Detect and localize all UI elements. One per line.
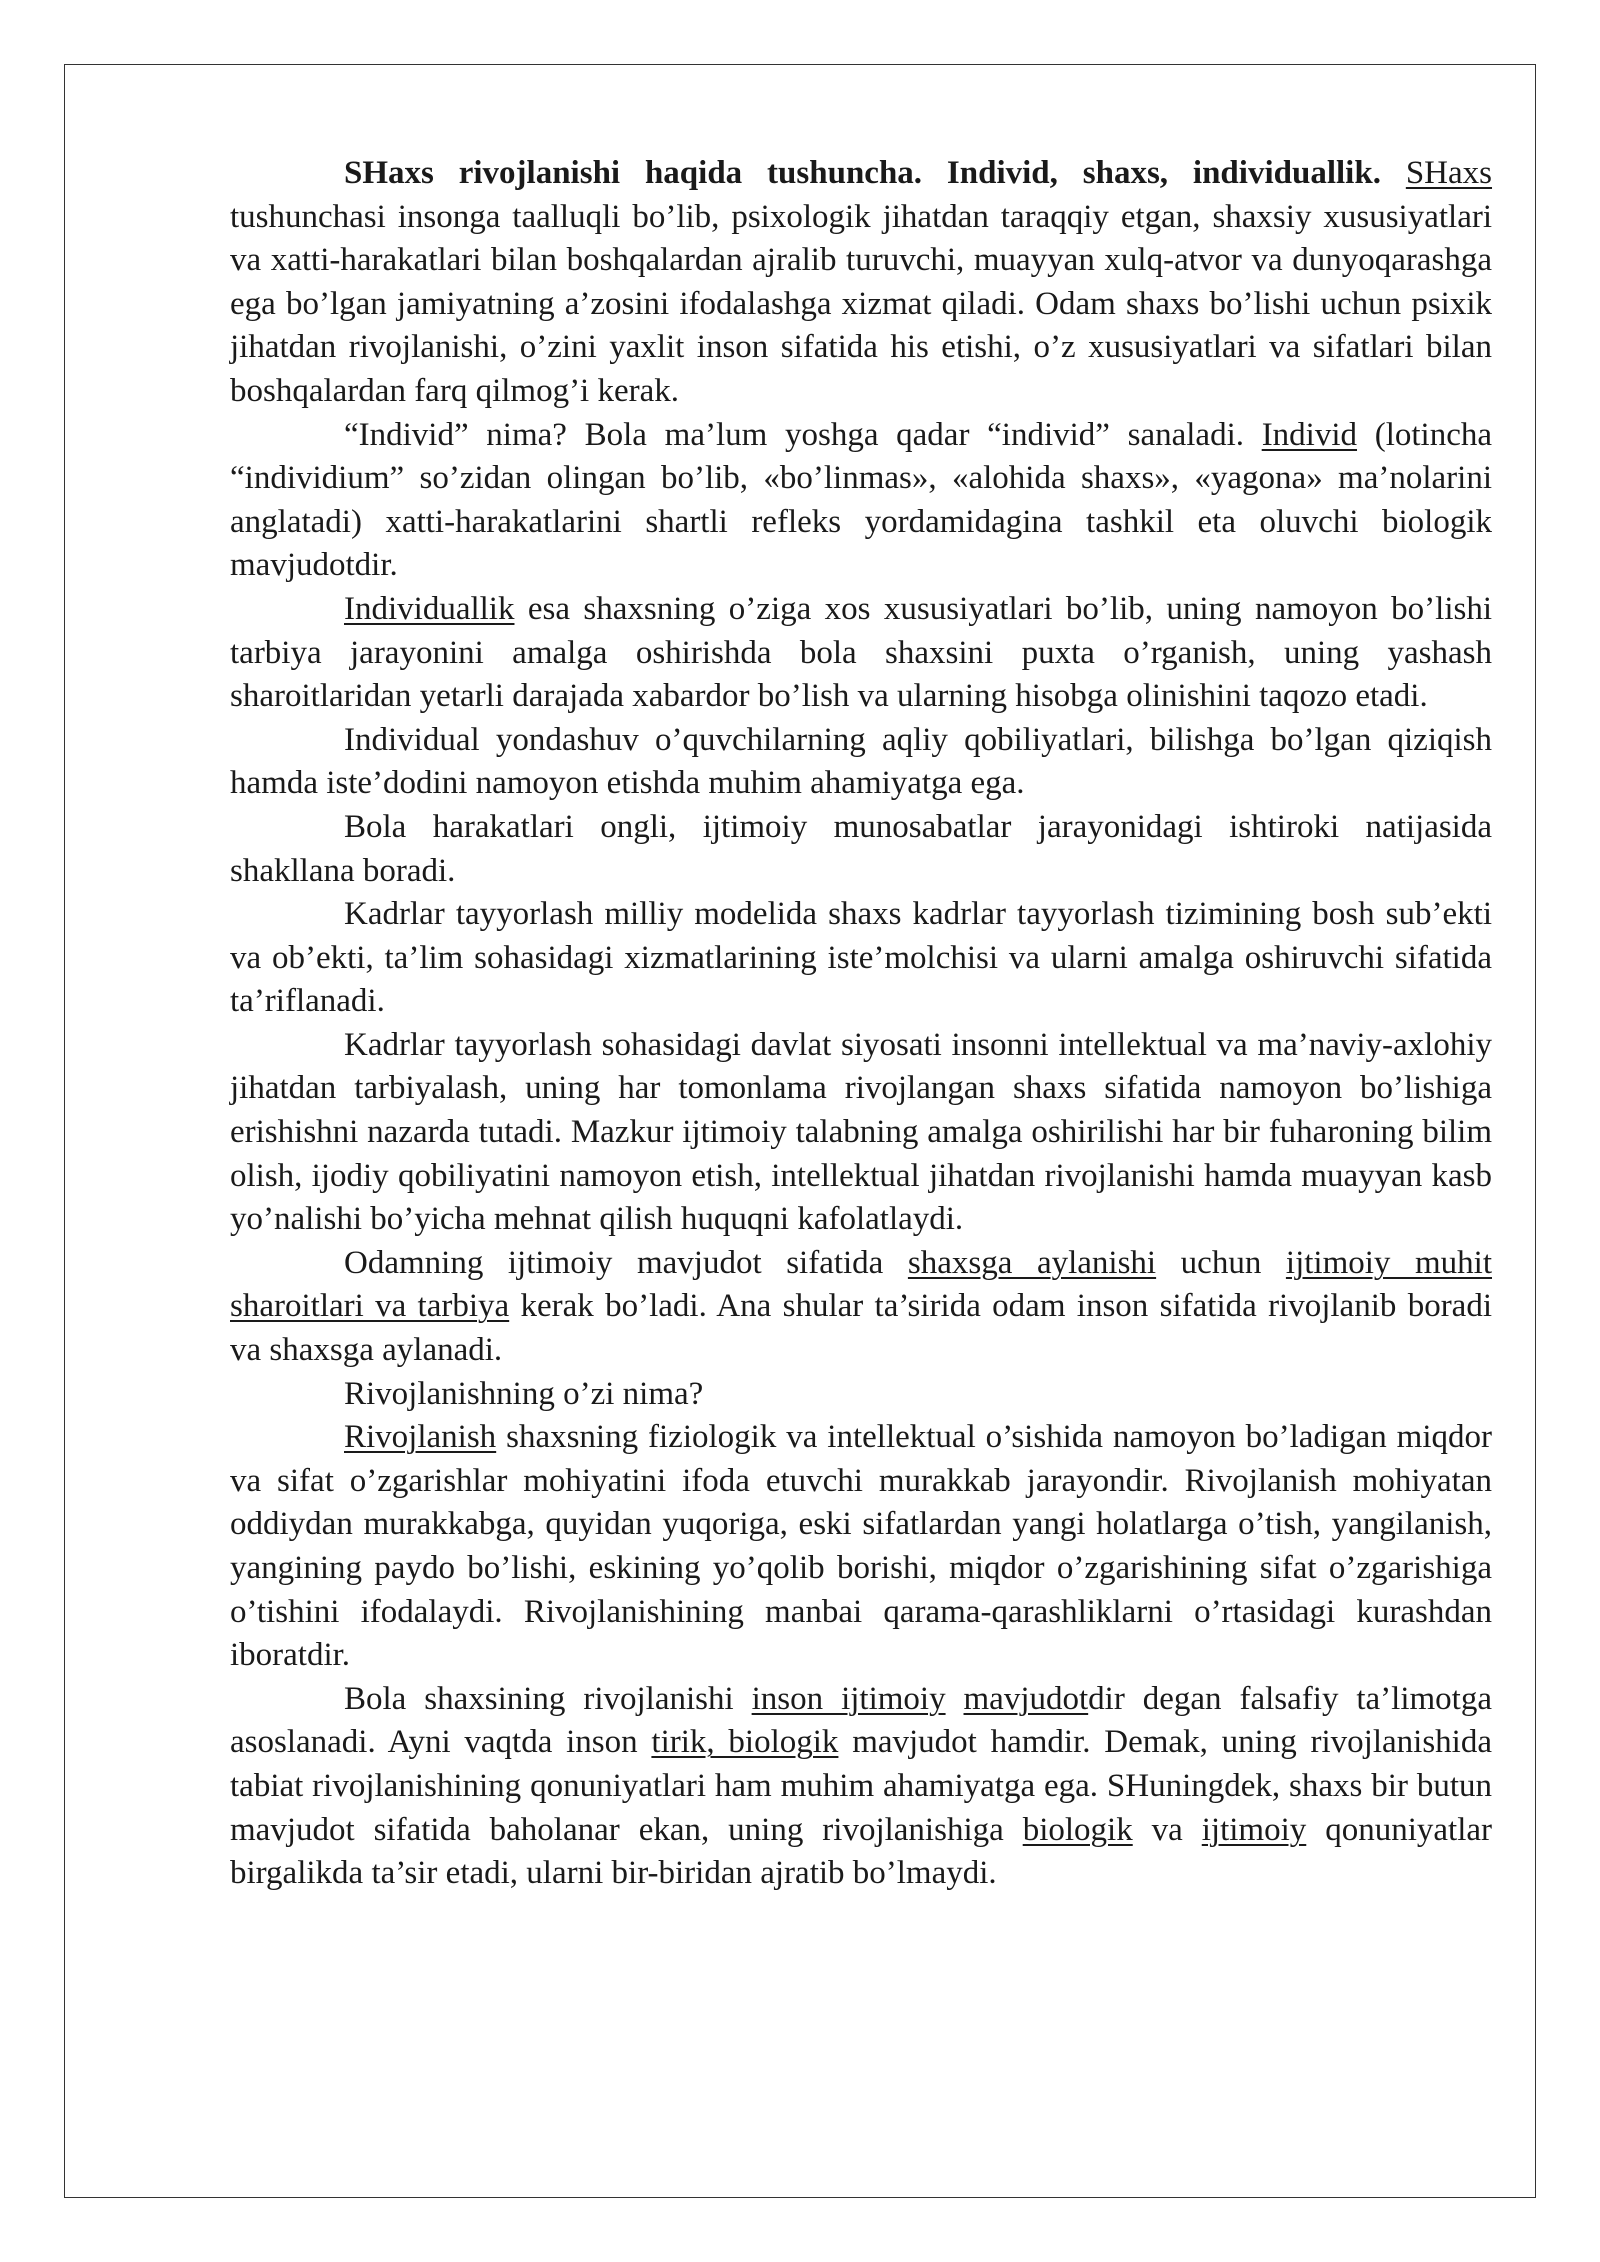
body-text xyxy=(1381,155,1406,191)
body-text: Bola shaxsining rivojlanishi xyxy=(344,1680,752,1717)
paragraph xyxy=(230,588,1492,719)
underlined-term: ijtimoiy xyxy=(1201,1811,1307,1848)
paragraph xyxy=(230,1416,1492,1678)
underlined-term: Individuallik xyxy=(344,590,515,627)
paragraph xyxy=(230,1678,1492,1896)
body-text xyxy=(946,1681,964,1717)
body-text: uchun xyxy=(1156,1244,1286,1281)
paragraph xyxy=(230,1242,1492,1373)
underlined-term: Rivojlanish xyxy=(344,1419,497,1456)
body-text: “Individ” nima? Bola ma’lum yoshga qadar “individ” sanaladi. xyxy=(344,416,1262,453)
paragraph xyxy=(230,806,1492,893)
body-text: dir degan falsafiy ta’limotga asoslanadi. Ayni vaqtda inson xyxy=(230,1680,1492,1761)
body-text: Rivojlanishning o’zi nima? xyxy=(344,1375,704,1412)
paragraph xyxy=(230,1373,1492,1417)
paragraph xyxy=(230,152,1492,414)
underlined-term: inson ijtimoiy xyxy=(751,1680,946,1717)
paragraph xyxy=(230,414,1492,588)
body-text: Individual yondashuv o’quvchilarning aqliy qobiliyatlari, bilishga bo’lgan qiziqish hamda iste’dodini namoyon etishda muhim ahamiyatga ega. xyxy=(230,721,1492,802)
underlined-term: shaxsga aylanishi xyxy=(907,1244,1157,1281)
paragraph xyxy=(230,719,1492,806)
underlined-term: mavjudot xyxy=(963,1680,1089,1717)
document-body xyxy=(230,152,1492,1896)
heading-text: SHaxs rivojlanishi haqida tushuncha. Individ, shaxs, individuallik. xyxy=(344,155,1381,191)
paragraph xyxy=(230,893,1492,1024)
body-text: shaxsning fiziologik va intellektual o’sishida namoyon bo’ladigan miqdor va sifat o’zgarishlar mohiyatini ifoda etuvchi murakkab jarayondir. Rivojlanish mohiyatan oddiydan murakkabga, quyidan yuqoriga, eski sifatlardan yangi holatlarga o’tish, yangilanish, yangining paydo bo’lishi, eskining yo’qolib borishi, miqdor o’zgarishining sifat o’zgarishiga o’tishini ifodalaydi. Rivojlanishining manbai qarama-qarashliklarni o’rtasidagi kurashdan iboratdir. xyxy=(230,1419,1492,1674)
paragraph xyxy=(230,1024,1492,1242)
underlined-term: biologik xyxy=(1022,1811,1133,1848)
body-text: qonuniyatlar birgalikda ta’sir etadi, ularni bir-biridan ajratib bo’lmaydi. xyxy=(230,1811,1492,1892)
body-text: (lotincha “individium” so’zidan olingan bo’lib, «bo’linmas», «alohida shaxs», «yagona» ma’nolarini anglatadi) xatti-harakatlarini shartli refleks yordamidagina tashkil eta oluvchi biologik mavjudotdir. xyxy=(230,416,1492,584)
underlined-term: Individ xyxy=(1261,416,1358,453)
underlined-term: tirik, biologik xyxy=(651,1724,839,1761)
underlined-term: SHaxs xyxy=(1405,155,1493,191)
body-text: esa shaxsning o’ziga xos xususiyatlari bo’lib, uning namoyon bo’lishi tarbiya jarayonini amalga oshirishda bola shaxsini puxta o’rganish, uning yashash sharoitlaridan yetarli darajada xabardor bo’lish va ularning hisobga olinishini taqozo etadi. xyxy=(230,590,1492,715)
body-text: mavjudot hamdir. Demak, uning rivojlanishida tabiat rivojlanishining qonuniyatlari ham muhim ahamiyatga ega. SHuningdek, shaxs bir butun mavjudot sifatida baholanar ekan, uning rivojlanishiga xyxy=(230,1724,1492,1848)
body-text: Odamning ijtimoiy mavjudot sifatida xyxy=(344,1244,908,1281)
body-text: va xyxy=(1132,1811,1202,1848)
body-text: tushunchasi insonga taalluqli bo’lib, psixologik jihatdan taraqqiy etgan, shaxsiy xususiyatlari va xatti-harakatlari bilan boshqalardan ajralib turuvchi, muayyan xulq-atvor va dunyoqarashga ega bo’lgan jamiyatning a’zosini ifodalashga xizmat qiladi. Odam shaxs bo’lishi uchun psixik jihatdan rivojlanishi, o’zini yaxlit inson sifatida his etishi, o’z xususiyatlari va sifatlari bilan boshqalardan farq qilmog’i kerak. xyxy=(230,198,1492,409)
body-text: kerak bo’ladi. Ana shular ta’sirida odam inson sifatida rivojlanib boradi va shaxsga aylanadi. xyxy=(230,1288,1492,1369)
body-text: Kadrlar tayyorlash milliy modelida shaxs kadrlar tayyorlash tizimining bosh sub’ekti va ob’ekti, ta’lim sohasidagi xizmatlarining iste’molchisi va ularni amalga oshiruvchi sifatida ta’riflanadi. xyxy=(230,896,1492,1020)
body-text: Kadrlar tayyorlash sohasidagi davlat siyosati insonni intellektual va ma’naviy-axlohiy jihatdan tarbiyalash, uning har tomonlama rivojlangan shaxs sifatida namoyon bo’lishiga erishishni nazarda tutadi. Mazkur ijtimoiy talabning amalga oshirilishi har bir fuharoning bilim olish, ijodiy qobiliyatini namoyon etish, intellektual jihatdan rivojlanishi hamda muayyan kasb yo’nalishi bo’yicha mehnat qilish huquqni kafolatlaydi. xyxy=(230,1026,1492,1238)
underlined-term: ijtimoiy muhit sharoitlari va tarbiya xyxy=(230,1244,1492,1325)
body-text: Bola harakatlari ongli, ijtimoiy munosabatlar jarayonidagi ishtiroki natijasida shakllana boradi. xyxy=(230,808,1492,889)
